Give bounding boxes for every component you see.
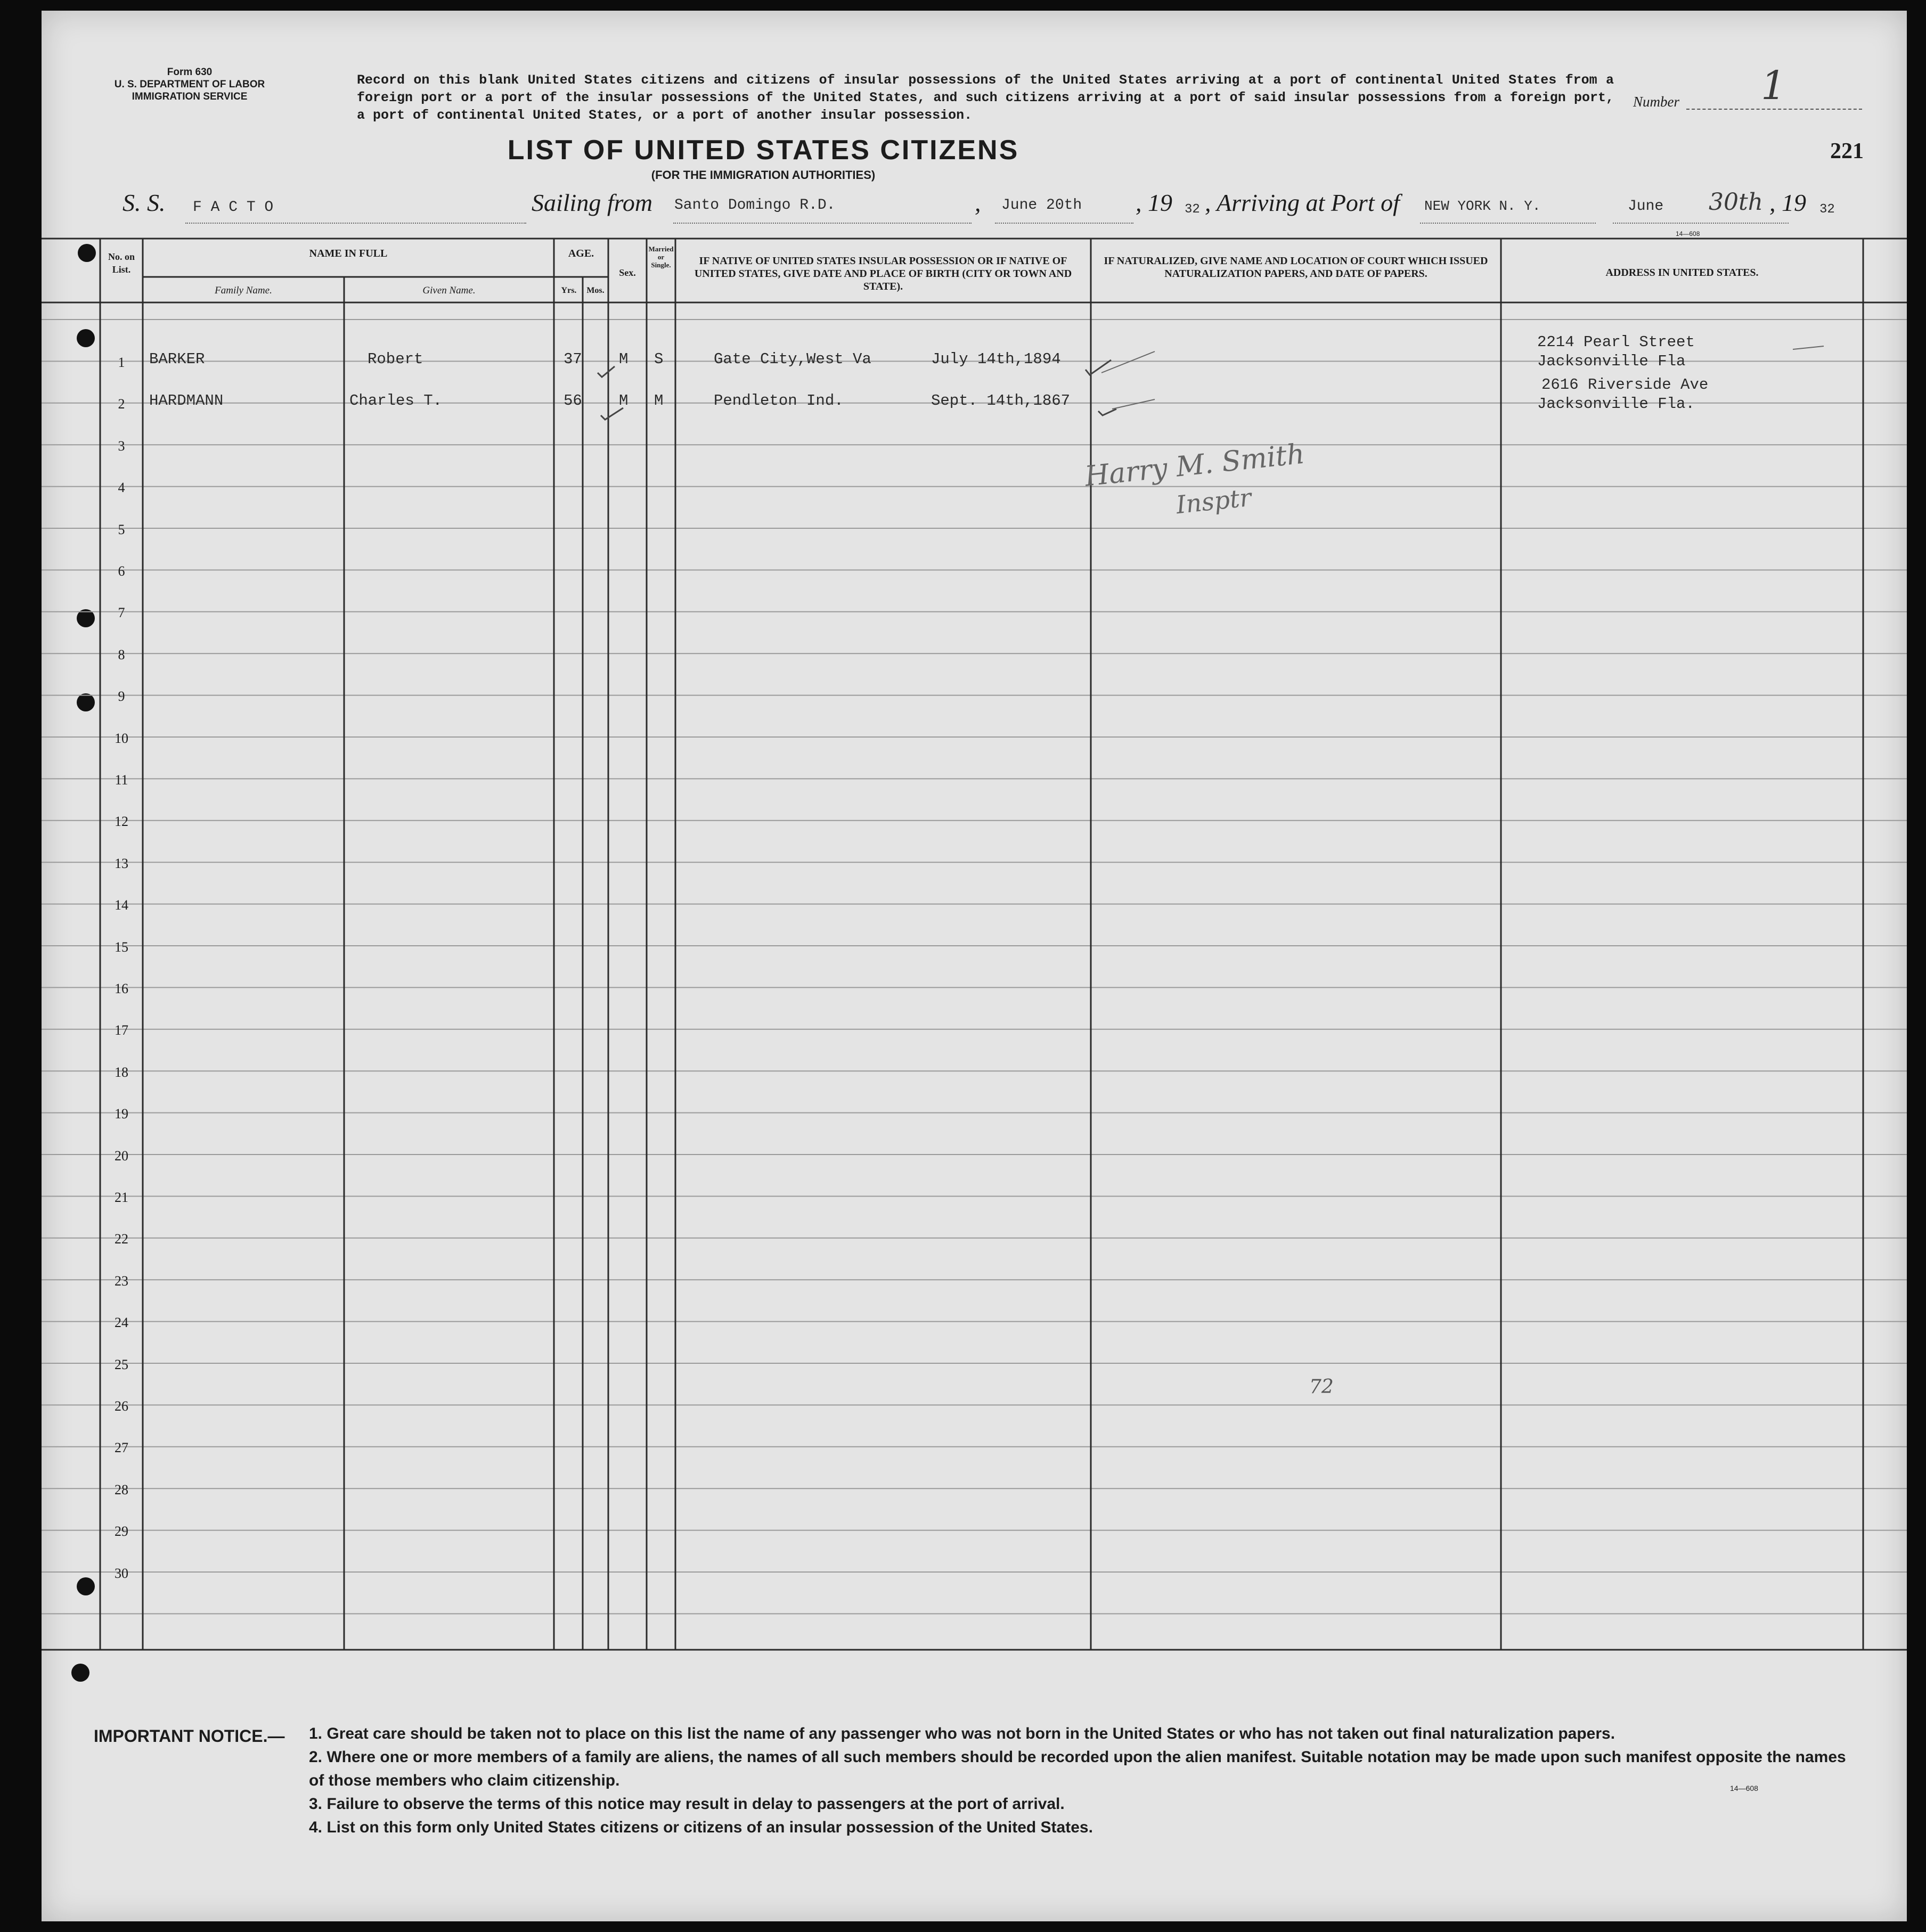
notice-item-1: 1. Great care should be taken not to place on this list the name of any passenger who was not born in the United States or who has not taken out final naturalization papers. — [309, 1725, 1615, 1742]
row-number: 6 — [118, 563, 125, 579]
row-number: 11 — [115, 772, 128, 788]
row-number: 9 — [118, 689, 125, 705]
sailing-from-label: Sailing from — [532, 189, 653, 216]
page-title: LIST OF UNITED STATES CITIZENS — [507, 135, 1019, 166]
sail-date: June 20th — [1001, 197, 1082, 214]
form-code: 14—608 — [1730, 1784, 1758, 1792]
ship-name: F A C T O — [193, 199, 274, 216]
row-number: 14 — [115, 897, 128, 913]
arrival-port: NEW YORK N. Y. — [1424, 198, 1541, 214]
row1-birth-date: July 14th,1894 — [931, 350, 1061, 368]
arrival-month: June — [1628, 198, 1664, 215]
row-number: 23 — [115, 1273, 128, 1289]
header-family-name: Family Name. — [215, 285, 272, 296]
row2-birth-date: Sept. 14th,1867 — [931, 392, 1071, 410]
row-number: 28 — [115, 1481, 128, 1497]
row1-birth-place: Gate City,West Va — [714, 350, 871, 368]
ss-label: S. S. — [123, 189, 166, 216]
header-yrs: Yrs. — [561, 286, 577, 295]
number-label: Number — [1633, 94, 1679, 110]
arriving-label: , Arriving at Port of — [1205, 189, 1400, 216]
row-number: 2 — [118, 396, 125, 412]
row-number: 21 — [115, 1190, 128, 1205]
row1-sex: M — [619, 350, 629, 368]
page-subtitle: (FOR THE IMMIGRATION AUTHORITIES) — [651, 168, 876, 182]
row-number: 16 — [115, 981, 128, 996]
header-no: No. on List. — [108, 251, 135, 275]
notice-item-3: 3. Failure to observe the terms of this notice may result in delay to passengers at the port of arrival. — [309, 1795, 1065, 1813]
row2-family-name: HARDMANN — [149, 392, 224, 410]
row1-marital-status: S — [654, 350, 664, 368]
arriving-label-text: Arriving at Port of — [1217, 189, 1400, 216]
form-number: Form 630 — [167, 67, 213, 78]
printer-code: 14—608 — [1676, 230, 1700, 238]
page-number: 221 — [1830, 139, 1864, 163]
row-number: 25 — [115, 1356, 128, 1372]
sail-year-prefix-label: , 19 — [1136, 189, 1172, 216]
sail-year: 32 — [1185, 202, 1200, 217]
row1-given-name: Robert — [368, 350, 423, 368]
from-port: Santo Domingo R.D. — [674, 197, 836, 214]
record-instruction: Record on this blank United States citizens and citizens of insular possessions of the United States arriving at a port of continental United States from a foreign port or a port of the insular possessions of the United States, and such citizens arriving at a port of said insular possessions from a foreign port, a port of continental United States, or a port of another insular possession. — [357, 72, 1614, 123]
row2-address-line2: Jacksonville Fla. — [1537, 395, 1695, 413]
service-name: IMMIGRATION SERVICE — [132, 91, 248, 102]
header-married-single: Married or Single. — [648, 245, 674, 269]
notice-item-2: 2. Where one or more members of a family are aliens, the names of all such members should be recorded upon the alien manifest. Suitable notation may be made upon such manifest opposite the names of those members who claim citizenship. — [309, 1748, 1846, 1789]
row-number: 4 — [118, 480, 125, 496]
manifest-sheet — [42, 11, 1907, 1921]
header-age: AGE. — [568, 248, 594, 259]
margin-mark: 72 — [1309, 1376, 1334, 1398]
row2-birth-place: Pendleton Ind. — [714, 392, 844, 410]
arrival-day: 30th — [1709, 189, 1764, 216]
row-number: 1 — [118, 355, 125, 370]
row-number: 5 — [118, 521, 125, 537]
row-number: 3 — [118, 438, 125, 454]
row-number: 20 — [115, 1148, 128, 1164]
row1-family-name: BARKER — [149, 350, 205, 368]
row-number: 24 — [115, 1315, 128, 1331]
row-number: 10 — [115, 730, 128, 746]
arrival-year-prefix-label: , 19 — [1769, 189, 1806, 216]
header-given-name: Given Name. — [422, 285, 476, 296]
row-number: 29 — [115, 1524, 128, 1540]
sail-year-prefix: 19 — [1148, 189, 1172, 216]
row-number: 12 — [115, 814, 128, 830]
row-number: 7 — [118, 605, 125, 621]
row-number: 19 — [115, 1106, 128, 1122]
header-birth: IF NATIVE OF UNITED STATES INSULAR POSSESSION OR IF NATIVE OF UNITED STATES, GIVE DATE AND PLACE OF BIRTH (CITY OR TOWN AND STATE). — [694, 255, 1072, 292]
arrival-year: 32 — [1819, 202, 1835, 217]
header-sex: Sex. — [619, 267, 636, 278]
row-number: 22 — [115, 1231, 128, 1247]
header-mos: Mos. — [586, 286, 605, 295]
notice-item-4: 4. List on this form only United States citizens or citizens of an insular possession of the United States. — [309, 1819, 1093, 1836]
row1-address-line1: 2214 Pearl Street — [1537, 333, 1695, 351]
row-number: 27 — [115, 1440, 128, 1456]
row-number: 13 — [115, 855, 128, 871]
row-number: 17 — [115, 1022, 128, 1038]
row-number: 30 — [115, 1565, 128, 1581]
manifest-grid — [42, 11, 1907, 1921]
row-number: 18 — [115, 1064, 128, 1080]
row-number: 26 — [115, 1398, 128, 1414]
department-name: U. S. DEPARTMENT OF LABOR — [114, 79, 265, 90]
row-number: 15 — [115, 939, 128, 955]
row2-address-line1: 2616 Riverside Ave — [1541, 376, 1709, 394]
row2-given-name: Charles T. — [349, 392, 443, 410]
comma: , — [975, 189, 981, 216]
notice-label: IMPORTANT NOTICE.— — [94, 1726, 285, 1746]
inspector-title: Insptr — [1174, 482, 1253, 520]
header-name-in-full: NAME IN FULL — [309, 248, 388, 259]
row2-marital-status: M — [654, 392, 664, 410]
row-number: 8 — [118, 646, 125, 662]
arrival-year-prefix: 19 — [1782, 189, 1806, 216]
header-address: ADDRESS IN UNITED STATES. — [1605, 267, 1759, 279]
header-naturalized: IF NATURALIZED, GIVE NAME AND LOCATION OF COURT WHICH ISSUED NATURALIZATION PAPERS, AND DATE OF PAPERS. — [1104, 255, 1488, 280]
inspector-signature: Harry M. Smith — [1083, 438, 1307, 493]
row2-age-years: 56 — [564, 392, 582, 410]
number-value: 1 — [1761, 63, 1786, 109]
row2-sex: M — [619, 392, 629, 410]
row1-address-line2: Jacksonville Fla — [1537, 353, 1686, 370]
row1-age-years: 37 — [564, 350, 582, 368]
